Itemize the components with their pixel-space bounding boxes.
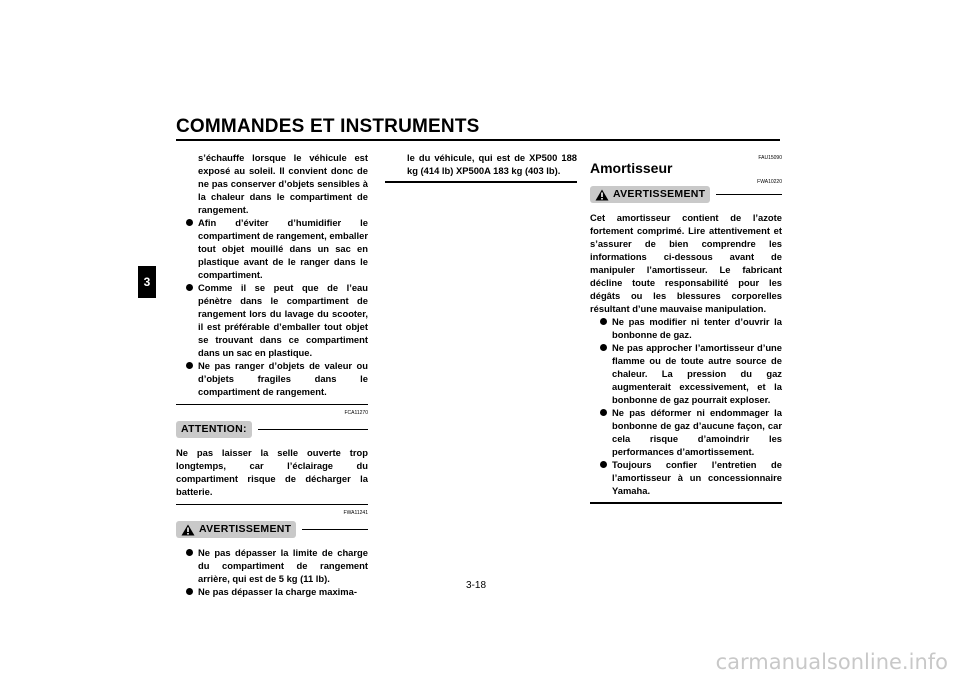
warning-triangle-icon xyxy=(181,524,195,536)
attention-text: Ne pas laisser la selle ouverte trop longtemps, car l’éclairage du compartiment risque de décharger la batterie. xyxy=(176,447,368,497)
warning-header xyxy=(590,186,782,203)
bullet-icon xyxy=(186,219,193,226)
page-number: 3-18 xyxy=(466,580,487,591)
title-rule xyxy=(176,139,780,141)
shock-bullet-list xyxy=(590,315,782,497)
list-item: Ne pas ranger d’objets de valeur ou d’objets fragiles dans le compartiment de rangement. xyxy=(176,359,368,398)
bullet-icon xyxy=(186,362,193,369)
list-item: Afin d’éviter d’humidifier le compartiment de rangement, emballer tout objet mouillé dans un sac en plastique avant de le ranger dans le compartiment. xyxy=(176,216,368,281)
chapter-tab: 3 xyxy=(138,266,156,298)
bullet-icon xyxy=(600,461,607,468)
list-item: Ne pas déformer ni endommager la bonbonne de gaz d’aucune façon, car cela risque d’amoindrir les performances d’amortissement. xyxy=(590,406,782,458)
bullet-icon xyxy=(186,588,193,595)
watermark: carmanualsonline.info xyxy=(715,650,948,674)
warning-badge: AVERTISSEMENT xyxy=(590,186,710,203)
warning-triangle-icon xyxy=(595,189,609,201)
column-right xyxy=(590,151,782,504)
divider xyxy=(385,181,577,183)
warning-badge: AVERTISSEMENT xyxy=(176,521,296,538)
divider xyxy=(590,502,782,504)
warning-intro: Cet amortisseur contient de l’azote fortement comprimé. Lire attentivement et s’assurer de bien comprendre les informations ci-dessous avant de manipuler l’amortisseur. Le fabricant décline toute responsabilité pour les dégâts ou les blessures corporelles résultant d’une mauvaise manipulation. xyxy=(590,212,782,314)
column-left xyxy=(176,151,368,598)
warning-code: FWA10220 xyxy=(757,179,782,185)
divider xyxy=(176,404,368,405)
divider xyxy=(716,194,782,196)
attention-code: FCA11270 xyxy=(344,410,368,416)
list-item: Ne pas approcher l’amortisseur d’une flamme ou de toute autre source de chaleur. La pression du gaz augmenterait excessivement, et la bonbonne de gaz pourrait exploser. xyxy=(590,341,782,406)
continued-text: le du véhicule, qui est de XP500 188 kg (414 lb) XP500A 183 kg (403 lb). xyxy=(407,152,577,176)
bullet-icon xyxy=(186,549,193,556)
section-heading: Amortisseur xyxy=(590,160,673,176)
list-item: Ne pas modifier ni tenter d’ouvrir la bonbonne de gaz. xyxy=(590,315,782,341)
divider xyxy=(302,529,368,531)
storage-bullet-list xyxy=(176,216,368,398)
bullet-icon xyxy=(186,284,193,291)
warning-code: FWA11241 xyxy=(343,510,368,516)
section-code: FAU15090 xyxy=(758,155,782,161)
divider xyxy=(176,504,368,505)
bullet-icon xyxy=(600,409,607,416)
attention-header xyxy=(176,421,368,438)
page-title: COMMANDES ET INSTRUMENTS xyxy=(176,116,480,137)
column-middle xyxy=(385,151,577,183)
bullet-icon xyxy=(600,318,607,325)
warning-header xyxy=(176,521,368,538)
list-item: Toujours confier l’entretien de l’amortisseur à un concessionnaire Yamaha. xyxy=(590,458,782,497)
divider xyxy=(258,429,368,431)
list-item: Ne pas dépasser la charge maxima- xyxy=(176,585,368,598)
attention-badge: ATTENTION: xyxy=(176,421,252,438)
intro-paragraph: s’échauffe lorsque le véhicule est exposé au soleil. Il convient donc de ne pas conserver d’objets sensibles à la chaleur dans le compartiment de rangement. xyxy=(198,152,368,215)
bullet-icon xyxy=(600,344,607,351)
list-item: Ne pas dépasser la limite de charge du compartiment de rangement arrière, qui est de 5 kg (11 lb). xyxy=(176,546,368,585)
load-bullet-list xyxy=(176,546,368,598)
list-item: Comme il se peut que de l’eau pénètre dans le compartiment de rangement lors du lavage du scooter, il est préférable d’emballer tout objet se trouvant dans ce compartiment dans un sac en plastique. xyxy=(176,281,368,359)
